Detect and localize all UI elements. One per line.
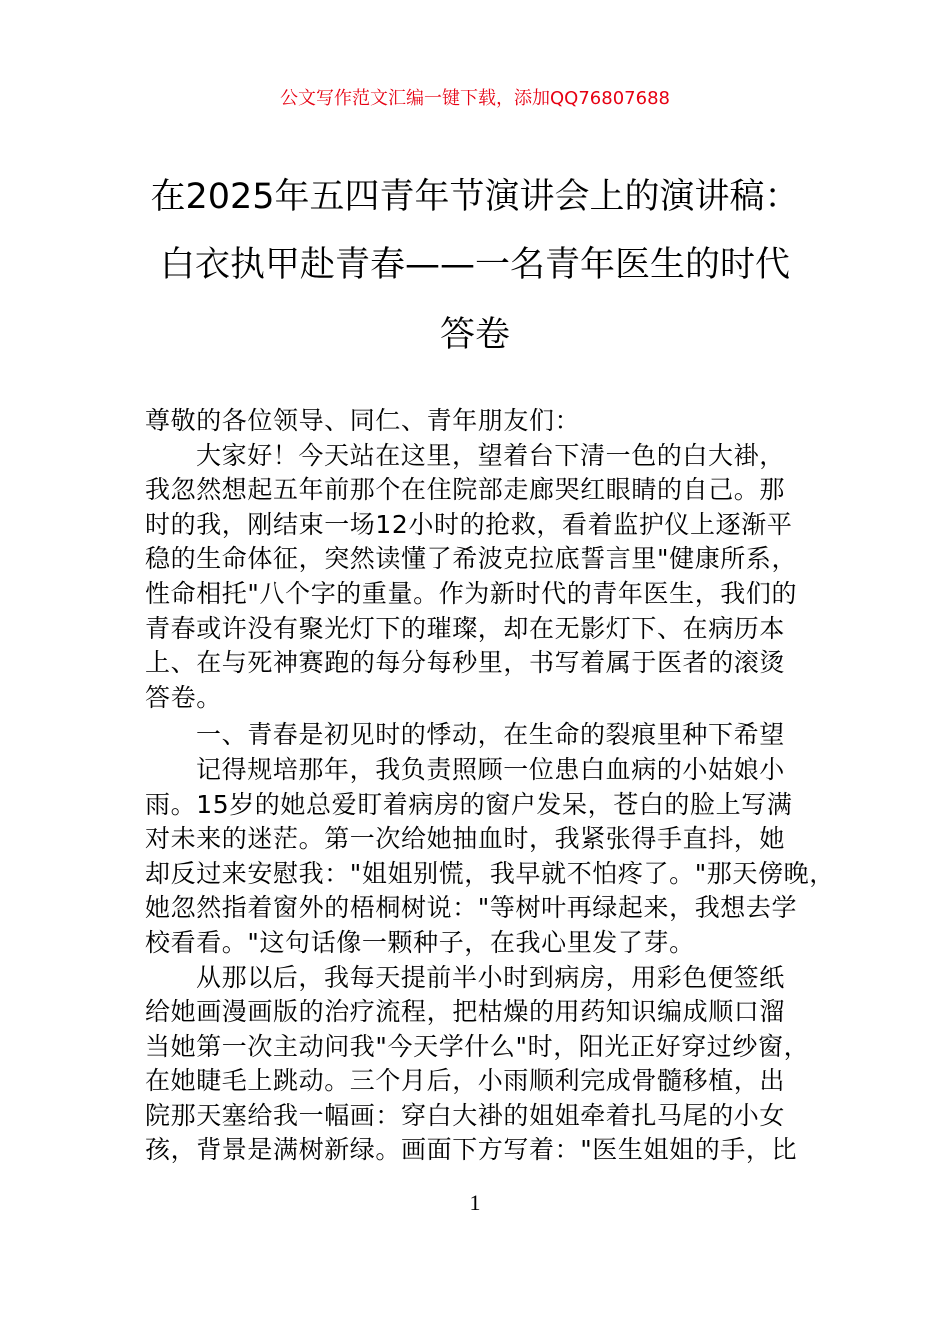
text-line: 对未来的迷茫。第一次给她抽血时，我紧张得手直抖，她 [145, 824, 786, 854]
section-heading-1: 一、青春是初见时的悸动，在生命的裂痕里种下希望 [196, 720, 785, 750]
text-line: 我忽然想起五年前那个在住院部走廊哭红眼睛的自己。那 [145, 475, 786, 505]
text-line: 校看看。"这句话像一颗种子，在我心里发了芽。 [145, 927, 695, 957]
text-line: 稳的生命体征，突然读懂了希波克拉底誓言里"健康所系， [145, 544, 798, 574]
text-line: 院那天塞给我一幅画：穿白大褂的姐姐牵着扎马尾的小女 [145, 1100, 786, 1130]
text-line: 给她画漫画版的治疗流程，把枯燥的用药知识编成顺口溜 [145, 997, 786, 1027]
document-body [145, 404, 835, 1168]
text-line: 记得规培那年，我负责照顾一位患白血病的小姑娘小 [196, 754, 785, 784]
text-line: 在她睫毛上跳动。三个月后，小雨顺利完成骨髓移植，出 [145, 1066, 786, 1096]
paragraph-3 [145, 961, 825, 1169]
text-line: 上、在与死神赛跑的每分每秒里，书写着属于医者的滚烫 [145, 648, 786, 678]
document-title-line-2: 白衣执甲赴青春——一名青年医生的时代 [159, 245, 790, 285]
salutation: 尊敬的各位领导、同仁、青年朋友们： [145, 406, 581, 435]
text-line: 从那以后，我每天提前半小时到病房，用彩色便签纸 [196, 962, 785, 992]
page-number: 1 [469, 1190, 481, 1215]
text-line: 大家好！今天站在这里，望着台下清一色的白大褂， [196, 440, 785, 470]
text-line: 时的我，刚结束一场12小时的抢救，看着监护仪上逐渐平 [145, 509, 793, 539]
paragraph-2 [145, 753, 835, 961]
text-line: 孩，背景是满树新绿。画面下方写着："医生姐姐的手，比 [145, 1135, 798, 1165]
text-line: 却反过来安慰我："姐姐别慌，我早就不怕疼了。"那天傍晚， [145, 858, 835, 888]
text-line: 当她第一次主动问我"今天学什么"时，阳光正好穿过纱窗， [145, 1031, 810, 1061]
text-line: 答卷。 [145, 682, 222, 712]
document-title-line-3: 答卷 [439, 315, 510, 355]
text-line: 雨。15岁的她总爱盯着病房的窗户发呆，苍白的脸上写满 [145, 789, 793, 819]
text-line: 性命相托"八个字的重量。作为新时代的青年医生，我们的 [145, 578, 798, 608]
header-download-note: 公文写作范文汇编一键下载，添加QQ76807688 [280, 88, 670, 109]
document-title-line-1: 在2025年五四青年节演讲会上的演讲稿： [150, 177, 800, 217]
text-line: 青春或许没有聚光灯下的璀璨，却在无影灯下、在病历本 [145, 613, 786, 643]
paragraph-1 [145, 439, 825, 716]
text-line: 她忽然指着窗外的梧桐树说："等树叶再绿起来，我想去学 [145, 893, 798, 923]
